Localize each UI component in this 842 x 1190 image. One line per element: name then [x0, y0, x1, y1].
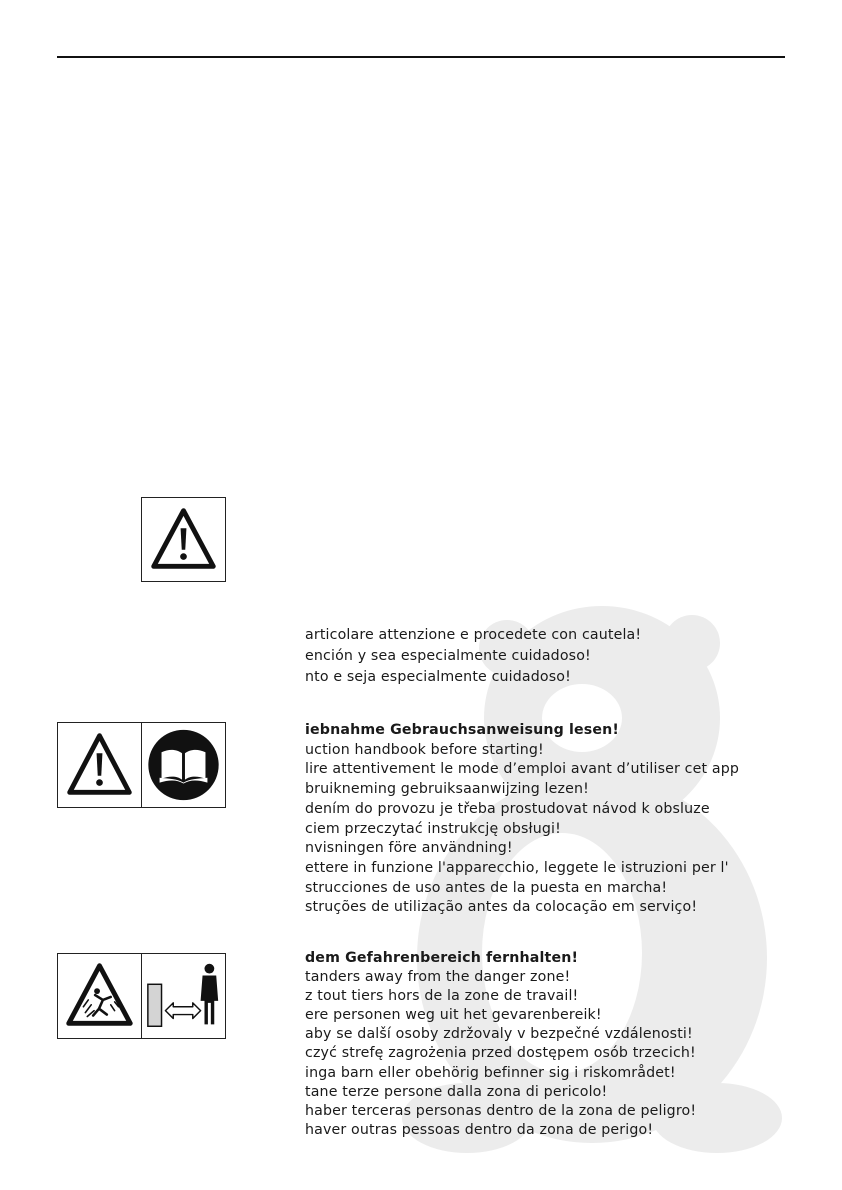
warning-triangle-icon: [142, 498, 225, 581]
manual-line-es: strucciones de uso antes de la puesta en marcha!: [305, 879, 668, 896]
manual-line-it: ettere in funzione l'apparecchio, leggete le istruzioni per l': [305, 859, 729, 876]
top-rule: [57, 56, 785, 58]
manual-line-de: iebnahme Gebrauchsanweisung lesen!: [305, 722, 620, 738]
caution-line-es: ención y sea especialmente cuidadoso!: [305, 648, 591, 665]
danger-zone-triangle-icon: [58, 954, 141, 1038]
keep-distance-sign: [141, 953, 226, 1039]
manual-line-pl: ciem przeczytać instrukcję obsługi!: [305, 820, 561, 837]
manual-line-nl: bruikneming gebruiksaanwijzing lezen!: [305, 781, 589, 798]
danger-line-en: tanders away from the danger zone!: [305, 969, 571, 986]
danger-line-sv: inga barn eller obehörig befinner sig i riskområdet!: [305, 1064, 676, 1081]
manual-warning-sign: [57, 722, 142, 808]
danger-line-pl: czyć strefę zagrożenia przed dostępem osób trzecich!: [305, 1045, 696, 1062]
keep-distance-person-icon: [142, 954, 225, 1038]
danger-line-it: tane terze persone dalla zona di pericolo!: [305, 1083, 608, 1100]
danger-line-de: dem Gefahrenbereich fernhalten!: [305, 950, 579, 966]
manual-text-block: [305, 721, 739, 918]
manual-line-fr: lire attentivement le mode d’emploi avant d’utiliser cet app: [305, 761, 740, 778]
danger-line-es: haber terceras personas dentro de la zona de peligro!: [305, 1102, 697, 1119]
manual-line-sv: nvisningen före användning!: [305, 840, 513, 857]
read-manual-sign: [141, 722, 226, 808]
caution-text-block: [305, 625, 641, 689]
manual-line-en: uction handbook before starting!: [305, 741, 544, 758]
danger-line-pt: haver outras pessoas dentro da zona de perigo!: [305, 1121, 654, 1138]
danger-line-cs: aby se další osoby zdržovaly v bezpečné vzdálenosti!: [305, 1026, 693, 1043]
manual-line-pt: struções de utilização antes da colocação em serviço!: [305, 899, 698, 916]
danger-zone-warning-sign: [57, 953, 142, 1039]
danger-line-nl: ere personen weg uit het gevarenbereik!: [305, 1007, 602, 1024]
danger-line-fr: z tout tiers hors de la zone de travail!: [305, 988, 579, 1005]
read-manual-icon: [142, 723, 225, 807]
caution-line-it: articolare attenzione e procedete con cautela!: [305, 627, 642, 643]
caution-line-pt: nto e seja especialmente cuidadoso!: [305, 669, 571, 686]
manual-line-cs: dením do provozu je třeba prostudovat návod k obsluze: [305, 800, 710, 817]
general-warning-sign: [141, 497, 226, 582]
warning-triangle-icon: [58, 723, 141, 807]
danger-zone-text-block: [305, 949, 696, 1140]
